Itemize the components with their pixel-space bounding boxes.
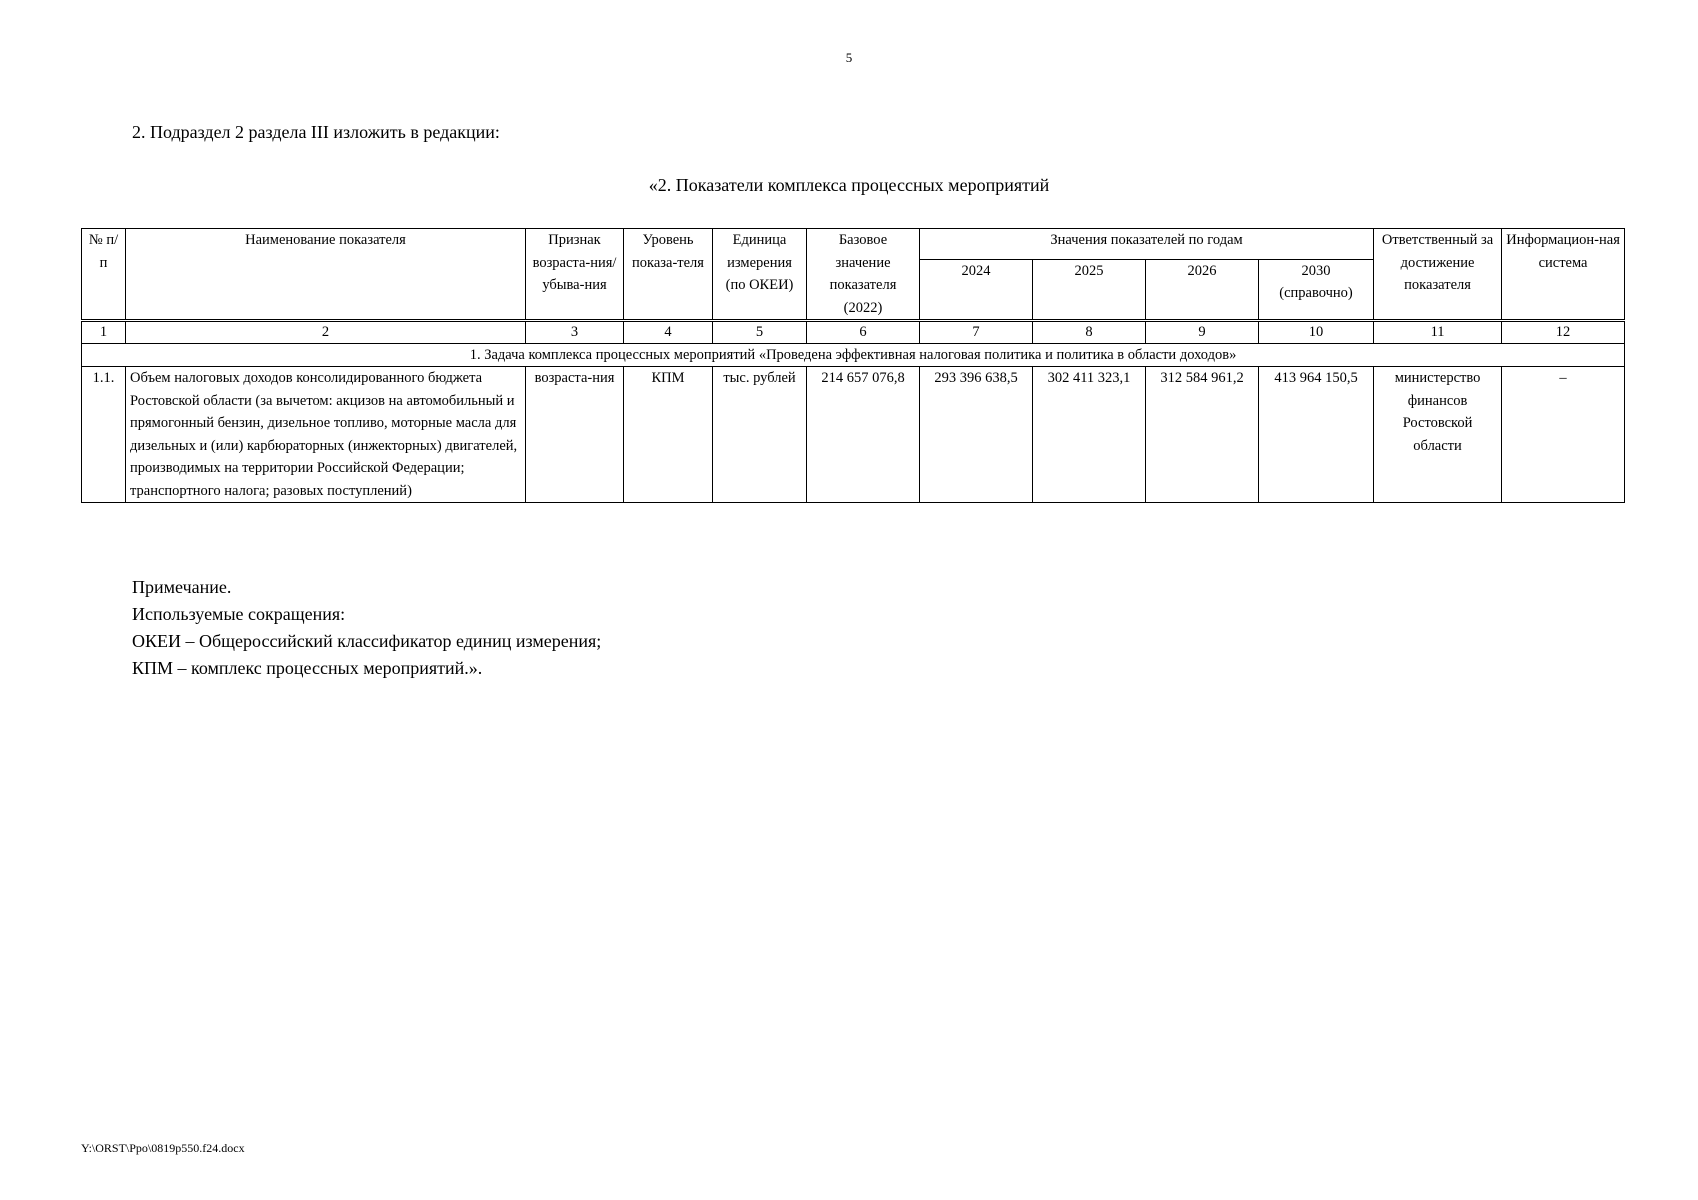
column-number: 1	[82, 321, 126, 344]
column-number: 5	[713, 321, 807, 344]
indicators-table	[81, 228, 1625, 503]
column-number-row	[82, 321, 1625, 344]
column-number: 9	[1146, 321, 1259, 344]
header-num: № п/п	[82, 229, 126, 321]
row-2024: 293 396 638,5	[920, 367, 1033, 503]
header-unit: Единица измерения (по ОКЕИ)	[713, 229, 807, 321]
intro-text: 2. Подраздел 2 раздела III изложить в редакции:	[132, 122, 500, 142]
column-number: 3	[526, 321, 624, 344]
row-base: 214 657 076,8	[807, 367, 920, 503]
notes-heading: Примечание.	[132, 577, 232, 597]
header-2024: 2024	[920, 259, 1033, 320]
row-unit: тыс. рублей	[713, 367, 807, 503]
row-name: Объем налоговых доходов консолидированного бюджета Ростовской области (за вычетом: акцизов на автомобильный и прямогонный бензин, дизельное топливо, моторные масла для дизельных и (или) карбюраторных (инжекторных) двигателей, производимых на территории Российской Федерации; транспортного налога; разовых поступлений)	[126, 367, 526, 503]
column-number: 12	[1502, 321, 1625, 344]
header-sign: Признак возраста-ния/убыва-ния	[526, 229, 624, 321]
column-number: 11	[1374, 321, 1502, 344]
abbreviation-item: КПМ – комплекс процессных мероприятий.».	[132, 658, 483, 678]
notes	[132, 574, 601, 682]
abbreviations-heading: Используемые сокращения:	[132, 604, 346, 624]
column-number: 7	[920, 321, 1033, 344]
header-base: Базовое значение показателя (2022)	[807, 229, 920, 321]
task-title: 1. Задача комплекса процессных мероприятий «Проведена эффективная налоговая политика и политика в области доходов»	[82, 344, 1625, 367]
row-sign: возраста-ния	[526, 367, 624, 503]
header-name: Наименование показателя	[126, 229, 526, 321]
column-number: 6	[807, 321, 920, 344]
section-title-text: «2. Показатели комплекса процессных мероприятий	[648, 175, 1050, 195]
header-years-group: Значения показателей по годам	[920, 229, 1374, 260]
column-number: 8	[1033, 321, 1146, 344]
abbreviation-item: ОКЕИ – Общероссийский классификатор единиц измерения;	[132, 631, 602, 651]
row-2030: 413 964 150,5	[1259, 367, 1374, 503]
header-2025: 2025	[1033, 259, 1146, 320]
row-info-system: –	[1502, 367, 1625, 503]
page-number: 5	[845, 50, 853, 65]
header-responsible: Ответственный за достижение показателя	[1374, 229, 1502, 321]
row-level: КПМ	[624, 367, 713, 503]
row-num: 1.1.	[82, 367, 126, 503]
table-header-row	[82, 229, 1625, 260]
row-2025: 302 411 323,1	[1033, 367, 1146, 503]
task-row	[82, 344, 1625, 367]
section-title	[0, 175, 1698, 196]
column-number: 2	[126, 321, 526, 344]
footer-file-path: Y:\ORST\Ppo\0819p550.f24.docx	[81, 1141, 245, 1155]
column-number: 4	[624, 321, 713, 344]
header-2026: 2026	[1146, 259, 1259, 320]
header-info-system: Информацион-ная система	[1502, 229, 1625, 321]
table-row	[82, 367, 1625, 503]
column-number: 10	[1259, 321, 1374, 344]
header-level: Уровень показа-теля	[624, 229, 713, 321]
row-responsible: министерство финансов Ростовской области	[1374, 367, 1502, 503]
header-2030: 2030 (справочно)	[1259, 259, 1374, 320]
row-2026: 312 584 961,2	[1146, 367, 1259, 503]
